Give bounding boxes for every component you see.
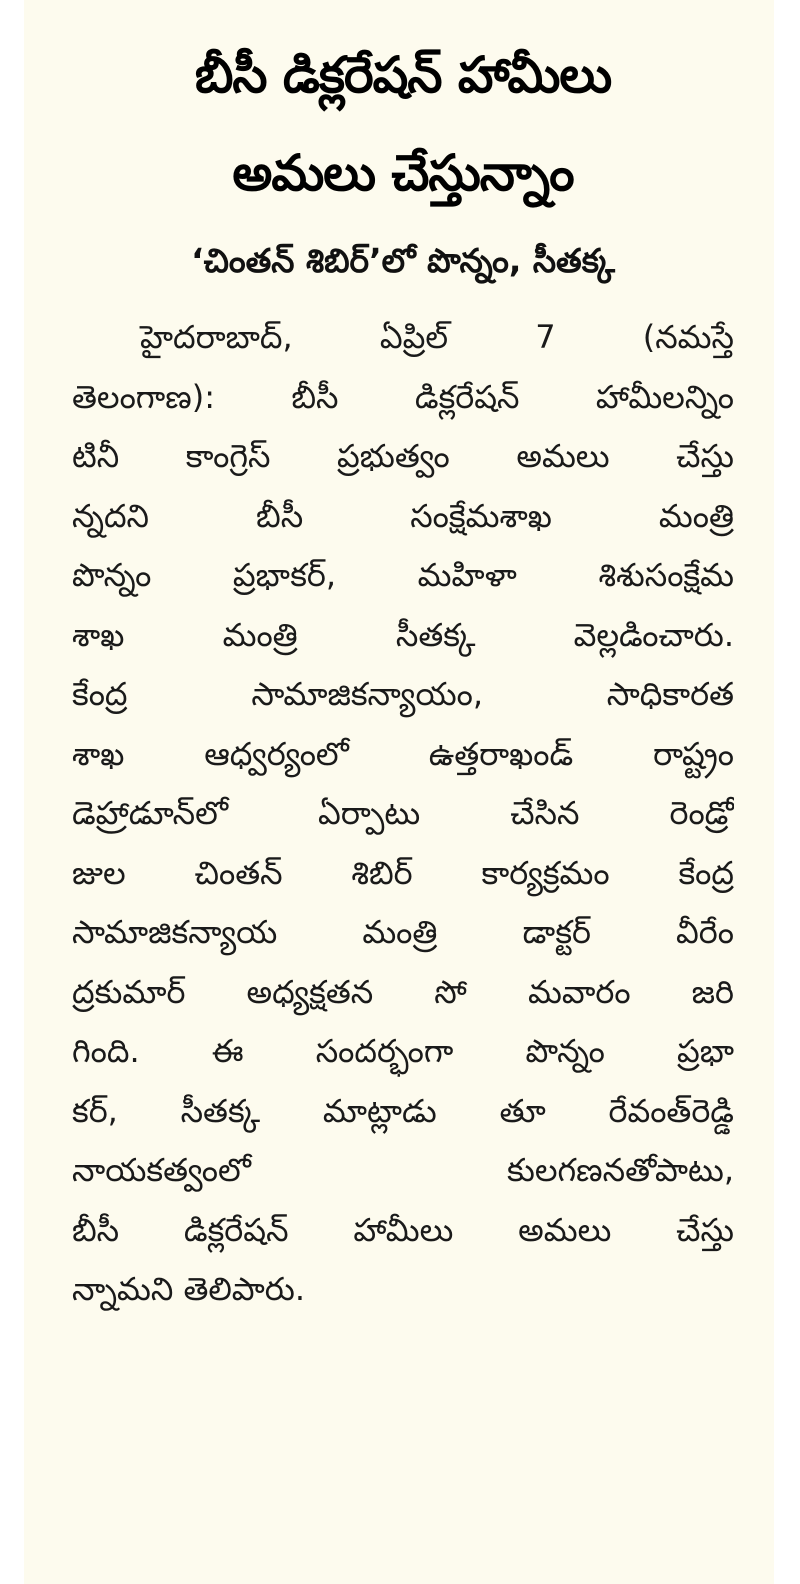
body-line: జుల చింతన్ శిబిర్ కార్యక్రమం కేంద్ర: [72, 853, 734, 892]
body-line: కేంద్ర సామాజికన్యాయం, సాధికారత: [72, 675, 734, 713]
body-line: న్నామని తెలిపారు.: [72, 1270, 306, 1308]
body-line: బీసీ డిక్లరేషన్ హామీలు అమలు చేస్తు: [72, 1210, 734, 1249]
headline-line-1: బీసీ డిక్లరేషన్ హామీలు: [194, 46, 612, 104]
headline-line-2: అమలు చేస్తున్నాం: [232, 144, 574, 202]
body-line: పొన్నం ప్రభాకర్, మహిళా శిశుసంక్షేమ: [72, 556, 734, 594]
article-body: [72, 308, 734, 1320]
body-line: కర్, సీతక్క మాట్లాడు తూ రేవంత్‌రెడ్డి: [72, 1091, 734, 1130]
body-line: శాఖ ఆధ్వర్యంలో ఉత్తరాఖండ్ రాష్ట్రం: [72, 734, 734, 773]
body-line: శాఖ మంత్రి సీతక్క వెల్లడించారు.: [72, 615, 734, 654]
body-line: సామాజికన్యాయ మంత్రి డాక్టర్ వీరేం: [72, 913, 734, 951]
body-line: నాయకత్వంలో కులగణనతోపాటు,: [72, 1151, 734, 1189]
body-line: తెలంగాణ): బీసీ డిక్లరేషన్ హామీలన్నిం: [72, 377, 734, 416]
headline: [72, 26, 734, 222]
body-line: న్నదని బీసీ సంక్షేమశాఖ మంత్రి: [72, 496, 734, 535]
body-line: గింది. ఈ సందర్భంగా పొన్నం ప్రభా: [72, 1032, 734, 1070]
body-line: ద్రకుమార్ అధ్యక్షతన సో మవారం జరి: [72, 972, 734, 1011]
body-line: డెహ్రాడూన్‌లో ఏర్పాటు చేసిన రెండ్రో: [72, 794, 734, 832]
body-line: హైదరాబాద్, ఏప్రిల్ 7 (నమస్తే: [140, 318, 734, 356]
body-line: టినీ కాంగ్రెస్ ప్రభుత్వం అమలు చేస్తు: [72, 437, 734, 475]
news-clipping: [24, 0, 774, 1584]
subheadline: ‘చింతన్ శిబిర్’లో పొన్నం, సీతక్క: [191, 241, 615, 280]
